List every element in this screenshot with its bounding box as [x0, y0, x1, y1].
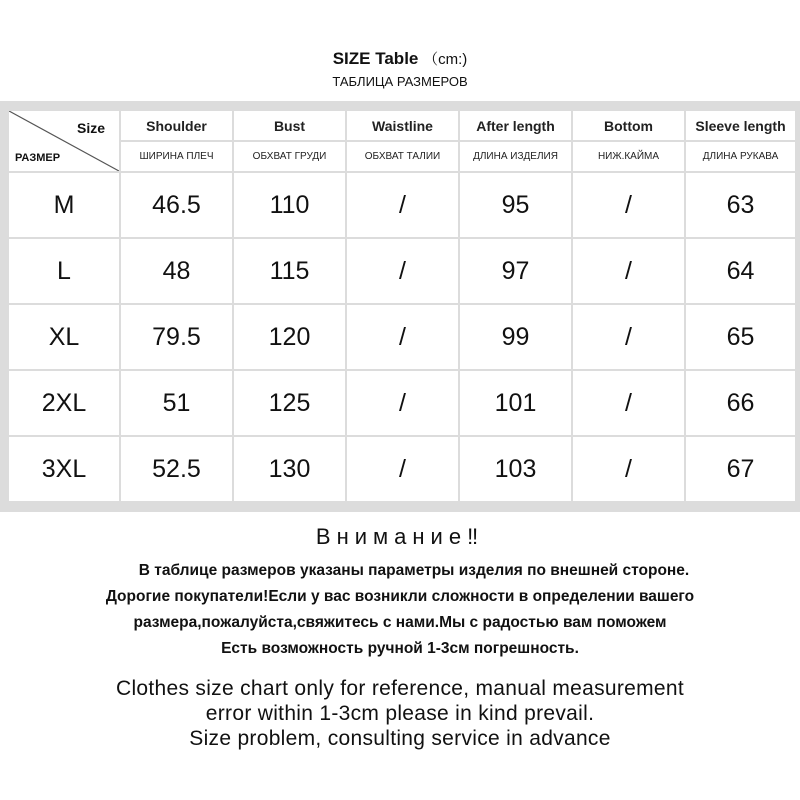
notice-en-line: Clothes size chart only for reference, manual measurement	[115, 677, 685, 700]
bottom-cell: /	[573, 305, 684, 369]
corner-size-label-ru: РАЗМЕР	[15, 152, 61, 164]
bust-cell: 130	[234, 437, 345, 501]
size-table-frame	[0, 101, 800, 512]
notice-ru-line: размера,пожалуйста,свяжитесь с нами.Мы с радостью вам поможем	[133, 614, 667, 631]
bust-cell: 110	[234, 173, 345, 237]
size-cell: 2XL	[9, 371, 119, 435]
size-table-title	[0, 48, 800, 91]
shoulder-cell: 79.5	[121, 305, 232, 369]
table-row	[9, 305, 795, 369]
corner-size-label: Size	[76, 120, 105, 136]
sleeve-length-cell: 67	[686, 437, 795, 501]
sleeve-length-cell: 65	[686, 305, 795, 369]
table-row	[9, 173, 795, 237]
bottom-cell: /	[573, 437, 684, 501]
header-bust-ru: ОБХВАТ ГРУДИ	[234, 142, 345, 171]
notice-ru-text	[0, 558, 800, 662]
shoulder-cell: 48	[121, 239, 232, 303]
header-shoulder-ru: ШИРИНА ПЛЕЧ	[121, 142, 232, 171]
bottom-cell: /	[573, 239, 684, 303]
waistline-cell: /	[347, 239, 458, 303]
header-after-length-ru: ДЛИНА ИЗДЕЛИЯ	[460, 142, 571, 171]
table-row	[9, 371, 795, 435]
bust-cell: 120	[234, 305, 345, 369]
bottom-cell: /	[573, 173, 684, 237]
after-length-cell: 103	[460, 437, 571, 501]
waistline-cell: /	[347, 305, 458, 369]
header-sleeve-length-ru: ДЛИНА РУКАВА	[686, 142, 795, 171]
notice-ru-line: Есть возможность ручной 1-3см погрешность.	[221, 640, 579, 657]
title-ru: ТАБЛИЦА РАЗМЕРОВ	[332, 74, 468, 89]
shoulder-cell: 52.5	[121, 437, 232, 501]
shoulder-cell: 51	[121, 371, 232, 435]
notice-en-text	[0, 676, 800, 751]
size-cell: XL	[9, 305, 119, 369]
header-shoulder: Shoulder	[121, 111, 232, 140]
table-row	[9, 437, 795, 501]
header-sleeve-length: Sleeve length	[686, 111, 795, 140]
title-en	[0, 48, 800, 71]
header-bottom: Bottom	[573, 111, 684, 140]
corner-cell	[9, 111, 119, 171]
header-after-length: After length	[460, 111, 571, 140]
waistline-cell: /	[347, 371, 458, 435]
table-row	[9, 239, 795, 303]
notice-ru-line: Дорогие покупатели!Если у вас возникли сложности в определении вашего	[105, 588, 695, 605]
header-bottom-ru: НИЖ.КАЙМА	[573, 142, 684, 171]
size-table	[7, 109, 797, 503]
title-unit: （cm:)	[423, 51, 468, 68]
header-waistline: Waistline	[347, 111, 458, 140]
header-bust: Bust	[234, 111, 345, 140]
size-cell: M	[9, 173, 119, 237]
after-length-cell: 101	[460, 371, 571, 435]
bust-cell: 125	[234, 371, 345, 435]
sleeve-length-cell: 66	[686, 371, 795, 435]
notice-ru-line: В таблице размеров указаны параметры изделия по внешней стороне.	[138, 562, 690, 579]
notice-en-line: Size problem, consulting service in advance	[189, 727, 611, 750]
sleeve-length-cell: 63	[686, 173, 795, 237]
bottom-cell: /	[573, 371, 684, 435]
shoulder-cell: 46.5	[121, 173, 232, 237]
waistline-cell: /	[347, 437, 458, 501]
header-waistline-ru: ОБХВАТ ТАЛИИ	[347, 142, 458, 171]
notice-en-line: error within 1-3cm please in kind prevail.	[205, 702, 595, 725]
size-cell: L	[9, 239, 119, 303]
after-length-cell: 97	[460, 239, 571, 303]
bust-cell: 115	[234, 239, 345, 303]
title-en-bold: SIZE Table	[332, 49, 419, 68]
notice-title: Внимание‼	[315, 524, 485, 549]
waistline-cell: /	[347, 173, 458, 237]
after-length-cell: 99	[460, 305, 571, 369]
size-cell: 3XL	[9, 437, 119, 501]
sleeve-length-cell: 64	[686, 239, 795, 303]
notice-section	[0, 520, 800, 662]
after-length-cell: 95	[460, 173, 571, 237]
